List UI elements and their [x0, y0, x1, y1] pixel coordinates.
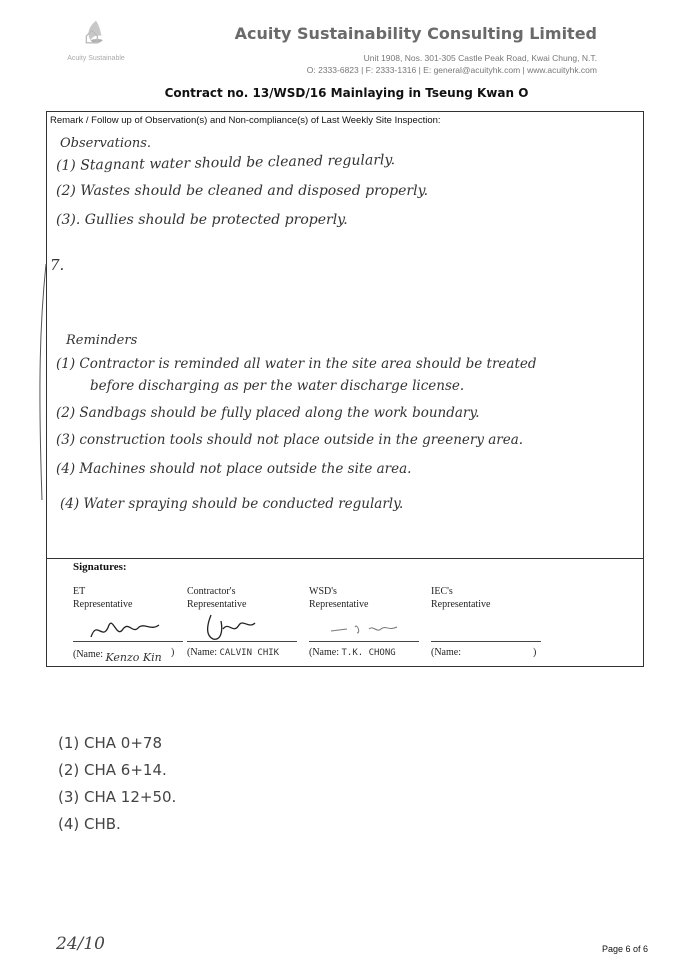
- signatures-box: [46, 557, 644, 667]
- signature-contractor: [197, 611, 267, 645]
- sig-paren: ): [171, 647, 175, 658]
- remarks-header: Remark / Follow up of Observation(s) and Non-compliance(s) of Last Weekly Site Inspection:: [50, 115, 441, 126]
- sig-role: ET: [73, 586, 86, 597]
- logo-text: Acuity Sustainable: [67, 55, 125, 62]
- observations-title: Observations.: [60, 136, 152, 151]
- note-item: (2) CHA 6+14.: [58, 761, 167, 779]
- sig-name-et: (Name: Kenzo Kin: [73, 649, 162, 664]
- sig-role-sub: Representative: [309, 599, 369, 610]
- signature-wsd: [327, 619, 407, 639]
- sig-role-sub: Representative: [73, 599, 133, 610]
- observation-item: (1) Stagnant water should be cleaned regularly.: [55, 152, 396, 174]
- signature-et: [87, 615, 167, 645]
- signature-col-contractor: [187, 585, 246, 611]
- reminder-item: (2) Sandbags should be fully placed along the work boundary.: [56, 405, 480, 421]
- reminder-item: (4) Water spraying should be conducted regularly.: [60, 496, 404, 512]
- sig-paren: ): [533, 647, 537, 658]
- observation-item: (2) Wastes should be cleaned and disposed properly.: [56, 183, 429, 199]
- note-item: (1) CHA 0+78: [58, 734, 162, 752]
- margin-bracket: [36, 262, 56, 502]
- company-address: Unit 1908, Nos. 301-305 Castle Peak Road, Kwai Chung, N.T.: [363, 53, 597, 63]
- sig-role: IEC's: [431, 586, 453, 597]
- reminder-item: (4) Machines should not place outside the site area.: [56, 461, 412, 477]
- observation-mark: 7.: [50, 256, 65, 274]
- signature-col-wsd: [309, 585, 368, 611]
- reminder-item: (3) construction tools should not place outside in the greenery area.: [56, 432, 524, 448]
- sig-role: Contractor's: [187, 586, 236, 597]
- sig-role-sub: Representative: [187, 599, 247, 610]
- reminders-title: Reminders: [66, 333, 138, 348]
- page-number: Page 6 of 6: [601, 944, 648, 954]
- signature-line: [431, 641, 541, 642]
- note-item: (3) CHA 12+50.: [58, 788, 177, 806]
- contract-title: Contract no. 13/WSD/16 Mainlaying in Tseung Kwan O: [164, 86, 529, 100]
- reminder-item: (1) Contractor is reminded all water in the site area should be treated: [56, 356, 537, 372]
- sig-role: WSD's: [309, 586, 337, 597]
- signature-line: [309, 641, 419, 642]
- observation-item: (3). Gullies should be protected properly.: [56, 212, 348, 228]
- sig-role-sub: Representative: [431, 599, 491, 610]
- sig-name-contractor: (Name: CALVIN CHIK: [187, 647, 280, 658]
- note-item: (4) CHB.: [58, 815, 121, 833]
- sig-name-iec: (Name:: [431, 647, 461, 658]
- signatures-title: Signatures:: [73, 561, 127, 573]
- company-name: Acuity Sustainability Consulting Limited: [234, 24, 597, 43]
- signature-col-iec: [431, 585, 490, 611]
- sig-name-wsd: (Name: T.K. CHONG: [309, 647, 396, 658]
- company-contact: O: 2333-6823 | F: 2333-1316 | E: general@acuityhk.com | www.acuityhk.com: [306, 65, 597, 75]
- signature-col-et: [73, 585, 132, 611]
- date-note: 24/10: [56, 934, 105, 954]
- company-logo: [68, 18, 124, 58]
- reminder-item: before discharging as per the water discharge license.: [90, 378, 465, 394]
